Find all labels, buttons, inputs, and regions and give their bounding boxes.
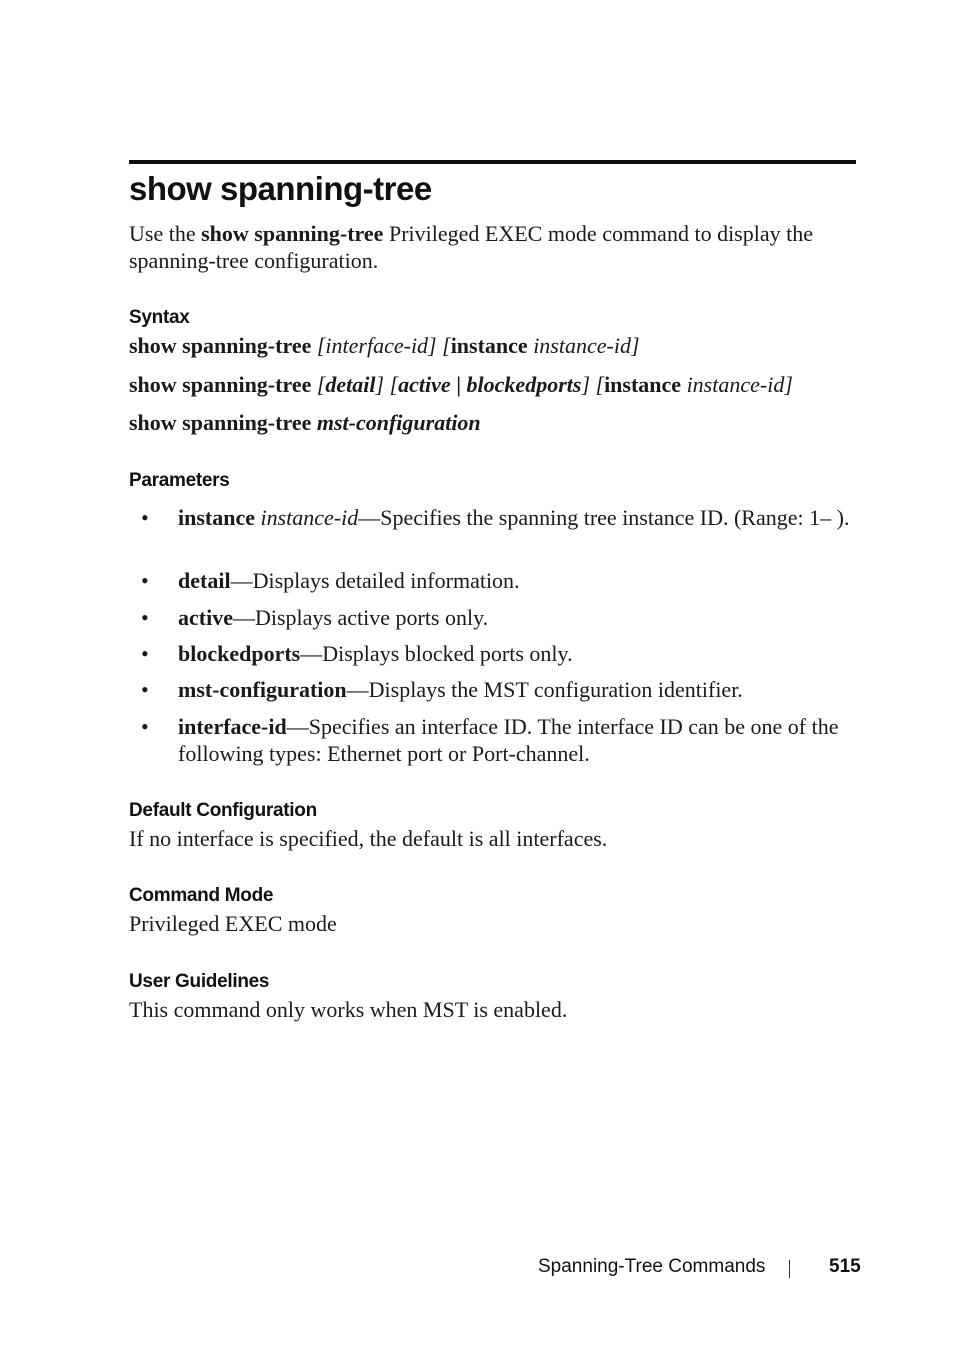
bullet: • (141, 714, 149, 739)
syntax-line-2: show spanning-tree [detail] [active | blockedports] [instance instance-id] (129, 372, 793, 397)
param-item-mst-configuration: mst-configuration—Displays the MST configuration identifier. (178, 677, 743, 702)
syntax-line-1: show spanning-tree [interface-id] [instance instance-id] (129, 333, 640, 358)
default-config-text: If no interface is specified, the default is all interfaces. (129, 826, 608, 851)
user-guidelines-text: This command only works when MST is enabled. (129, 997, 568, 1022)
parameters-heading: Parameters (129, 470, 230, 491)
bullet: • (141, 641, 149, 666)
footer-separator (789, 1260, 790, 1278)
footer-section-title: Spanning-Tree Commands (538, 1256, 766, 1277)
page-title: show spanning-tree (129, 170, 432, 207)
bullet: • (141, 568, 149, 593)
syntax-heading: Syntax (129, 307, 190, 328)
param-item-instance: instance instance-id—Specifies the spanning tree instance ID. (Range: 1– ). (178, 505, 850, 530)
command-mode-text: Privileged EXEC mode (129, 911, 337, 936)
param-item-interface-id: interface-id—Specifies an interface ID. The interface ID can be one of the following types: Ethernet port or Port-channel. (178, 714, 839, 766)
syntax-line-3: show spanning-tree mst-configuration (129, 410, 481, 435)
bullet: • (141, 677, 149, 702)
bullet: • (141, 505, 149, 530)
param-item-detail: detail—Displays detailed information. (178, 568, 520, 593)
page-number: 515 (829, 1256, 861, 1277)
intro-paragraph: Use the show spanning-tree Privileged EXEC mode command to display the spanning-tree configuration. (129, 221, 813, 273)
param-item-blockedports: blockedports—Displays blocked ports only. (178, 641, 573, 666)
user-guidelines-heading: User Guidelines (129, 971, 270, 992)
bullet: • (141, 605, 149, 630)
title-rule (129, 160, 856, 164)
default-config-heading: Default Configuration (129, 800, 317, 821)
param-item-active: active—Displays active ports only. (178, 605, 489, 630)
command-mode-heading: Command Mode (129, 885, 274, 906)
intro-command: show spanning-tree (201, 221, 384, 246)
